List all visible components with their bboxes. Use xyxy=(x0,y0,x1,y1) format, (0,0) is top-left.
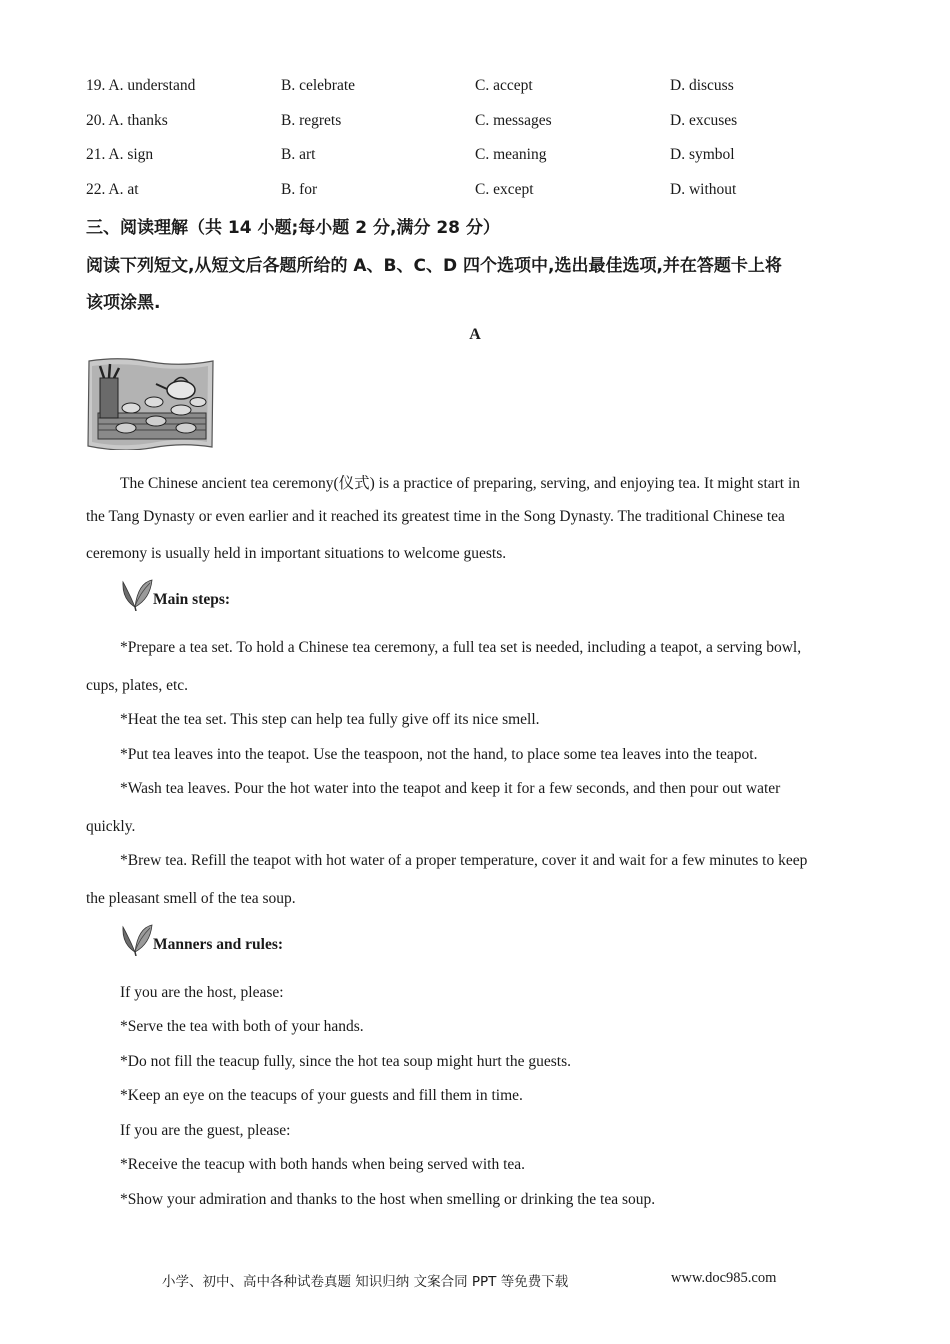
option-text: C. messages xyxy=(475,112,552,129)
step-line: cups, plates, etc. xyxy=(86,677,189,694)
manners-line: *Receive the teacup with both hands when being served with tea. xyxy=(120,1156,526,1173)
manners-line: If you are the guest, please: xyxy=(120,1122,291,1139)
step-line: the pleasant smell of the tea soup. xyxy=(86,890,296,907)
step-line: *Heat the tea set. This step can help tea fully give off its nice smell. xyxy=(120,711,540,728)
instruction-line-1: 阅读下列短文,从短文后各题所给的 A、B、C、D 四个选项中,选出最佳选项,并在答题卡上将 xyxy=(86,256,782,276)
option-text: D. without xyxy=(670,181,737,198)
option-text: 22. A. at xyxy=(86,181,139,198)
intro-line: The Chinese ancient tea ceremony(仪式) is a practice of preparing, serving, and enjoying tea. It might start in xyxy=(120,475,801,492)
option-row-21 xyxy=(86,146,886,170)
step-line: *Wash tea leaves. Pour the hot water into the teapot and keep it for a few seconds, and then pour out water xyxy=(120,780,781,797)
option-text: C. meaning xyxy=(475,146,547,163)
option-text: B. for xyxy=(281,181,318,198)
footer-url[interactable]: www.doc985.com xyxy=(671,1270,777,1286)
page-footer xyxy=(0,1270,950,1290)
manners-line: *Serve the tea with both of your hands. xyxy=(120,1018,364,1035)
step-line: *Put tea leaves into the teapot. Use the teaspoon, not the hand, to place some tea leaves into the teapot. xyxy=(120,746,758,763)
tea-ceremony-image xyxy=(86,358,216,450)
step-line: quickly. xyxy=(86,818,136,835)
manners-line: *Show your admiration and thanks to the host when smelling or drinking the tea soup. xyxy=(120,1191,656,1208)
step-line: *Prepare a tea set. To hold a Chinese tea ceremony, a full tea set is needed, including a teapot, a serving bowl, xyxy=(120,639,802,656)
option-text: D. symbol xyxy=(670,146,735,163)
intro-line: ceremony is usually held in important situations to welcome guests. xyxy=(86,545,507,562)
main-steps-label: Main steps: xyxy=(153,591,231,608)
intro-line: the Tang Dynasty or even earlier and it reached its greatest time in the Song Dynasty. The traditional Chinese tea xyxy=(86,508,785,525)
option-text: B. regrets xyxy=(281,112,342,129)
option-text: C. except xyxy=(475,181,534,198)
manners-label: Manners and rules: xyxy=(153,936,284,953)
option-text: B. art xyxy=(281,146,316,163)
manners-line: If you are the host, please: xyxy=(120,984,284,1001)
option-text: 21. A. sign xyxy=(86,146,154,163)
manners-line: *Do not fill the teacup fully, since the hot tea soup might hurt the guests. xyxy=(120,1053,571,1070)
section-heading: 三、阅读理解（共 14 小题;每小题 2 分,满分 28 分） xyxy=(86,218,500,238)
option-text: D. excuses xyxy=(670,112,738,129)
option-text: D. discuss xyxy=(670,77,734,94)
step-line: *Brew tea. Refill the teapot with hot water of a proper temperature, cover it and wait for a few minutes to keep xyxy=(120,852,808,869)
footer-text: 小学、初中、高中各种试卷真题 知识归纳 文案合同 PPT 等免费下载 xyxy=(162,1274,569,1290)
option-row-22 xyxy=(86,181,886,205)
tea-leaf-icon xyxy=(120,577,154,611)
instruction-line-2: 该项涂黑. xyxy=(86,293,161,313)
option-text: C. accept xyxy=(475,77,533,94)
manners-line: *Keep an eye on the teacups of your guests and fill them in time. xyxy=(120,1087,523,1104)
option-text: 19. A. understand xyxy=(86,77,196,94)
tea-leaf-icon xyxy=(120,922,154,956)
passage-title: A xyxy=(469,326,481,343)
option-row-19 xyxy=(86,77,886,101)
option-text: B. celebrate xyxy=(281,77,356,94)
option-text: 20. A. thanks xyxy=(86,112,168,129)
option-row-20 xyxy=(86,112,886,136)
